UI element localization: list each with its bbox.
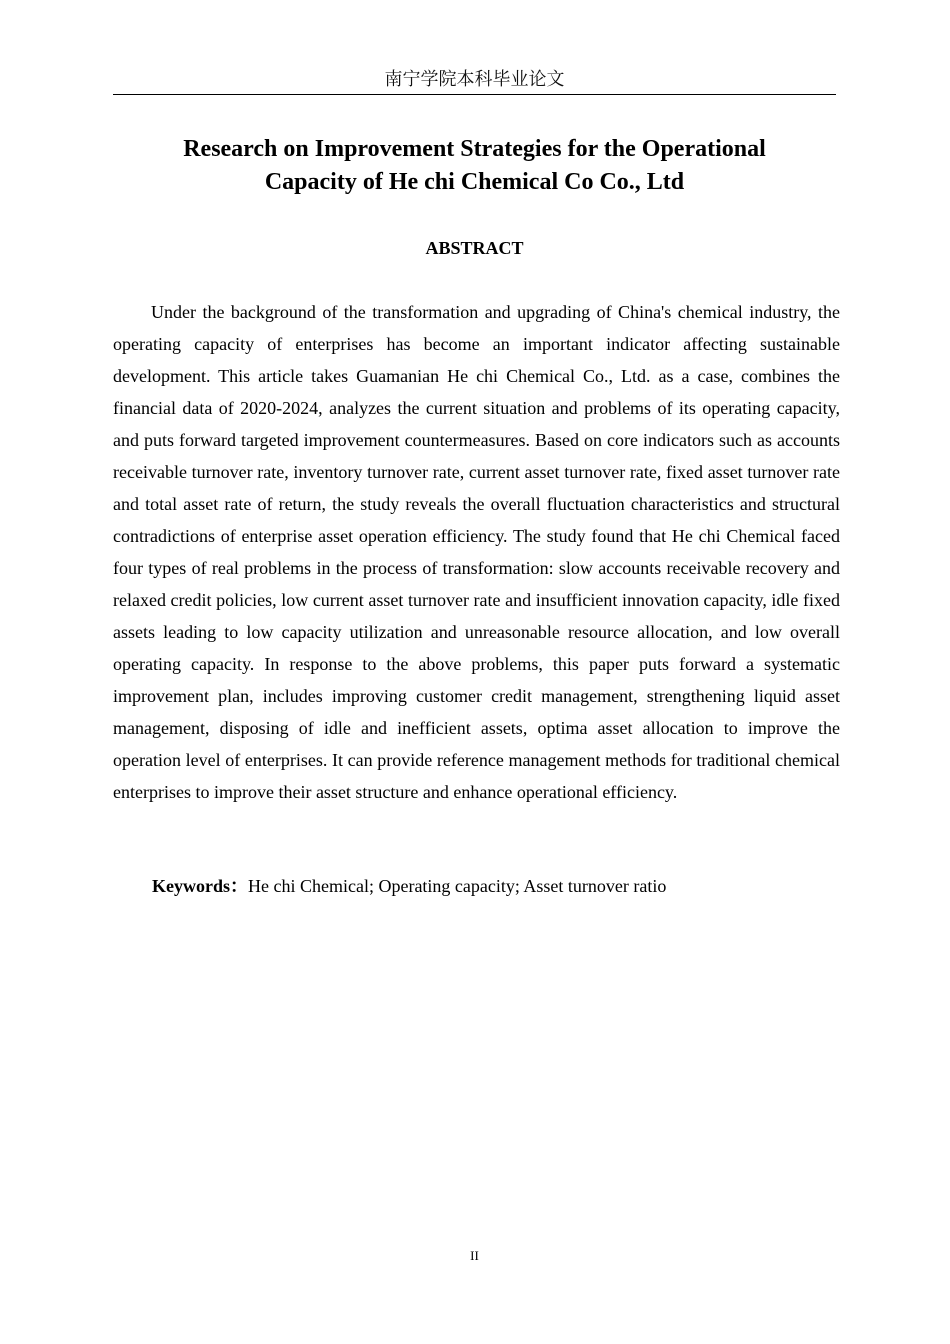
keywords-value: He chi Chemical; Operating capacity; Asset turnover ratio [248, 876, 667, 896]
abstract-heading: ABSTRACT [425, 238, 524, 258]
keywords-label: Keywords： [152, 876, 248, 896]
paper-title-line-1: Research on Improvement Strategies for the Operational [183, 136, 766, 162]
paper-title [113, 133, 836, 199]
abstract-body: Under the background of the transformation and upgrading of China's chemical industry, the operating capacity of enterprises has become an important indicator affecting sustainable development. This article takes Guamanian He chi Chemical Co., Ltd. as a case, combines the financial data of 2020-2024, analyzes the current situation and problems of its operating capacity, and puts forward targeted improvement countermeasures. Based on core indicators such as accounts receivable turnover rate, inventory turnover rate, current asset turnover rate, fixed asset turnover rate and total asset rate of return, the study reveals the overall fluctuation characteristics and structural contradictions of enterprise asset operation efficiency. The study found that He chi Chemical faced four types of real problems in the process of transformation: slow accounts receivable recovery and relaxed credit policies, low current asset turnover rate and insufficient innovation capacity, idle fixed assets leading to low capacity utilization and unreasonable resource allocation, and low overall operating capacity. In response to the above problems, this paper puts forward a systematic improvement plan, includes improving customer credit management, strengthening liquid asset management, disposing of idle and inefficient assets, optima asset allocation to improve the operation level of enterprises. It can provide reference management methods for traditional chemical enterprises to improve their asset structure and enhance operational efficiency. [113, 302, 840, 802]
running-header: 南宁学院本科毕业论文 [113, 66, 836, 95]
page-number: II [470, 1248, 479, 1263]
paper-title-line-2: Capacity of He chi Chemical Co Co., Ltd [264, 169, 685, 195]
keywords-line [152, 870, 836, 902]
